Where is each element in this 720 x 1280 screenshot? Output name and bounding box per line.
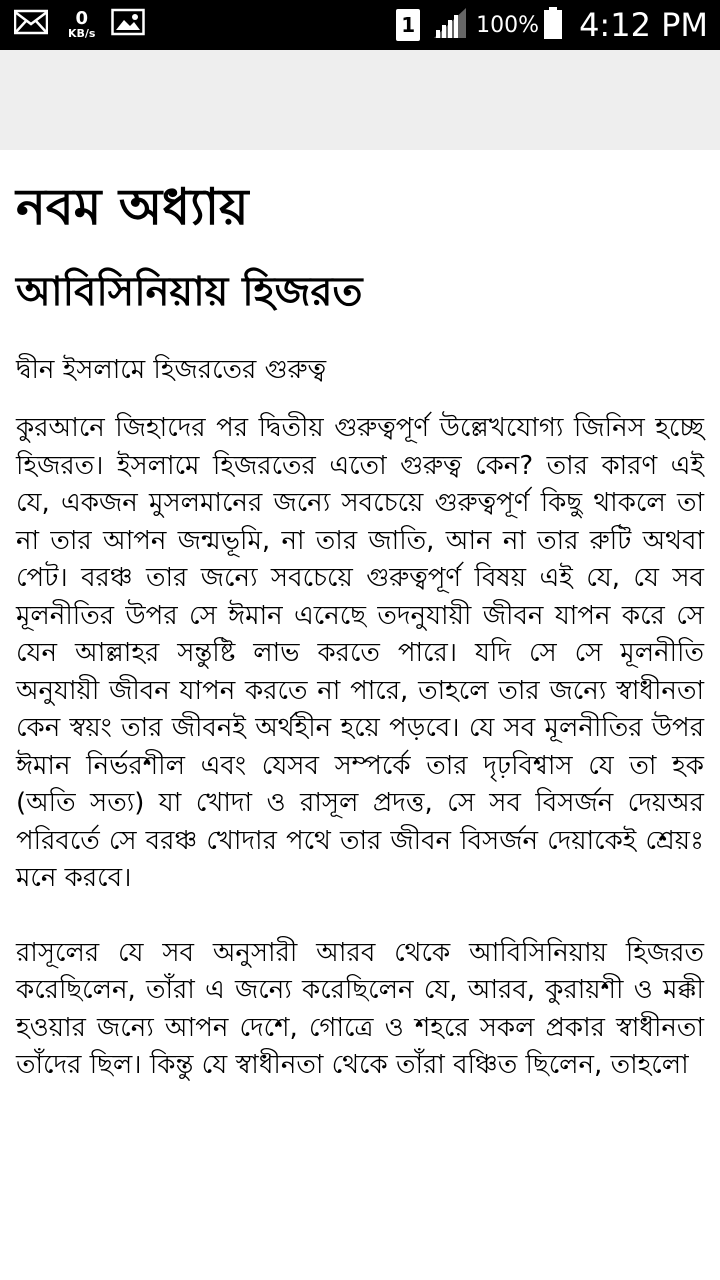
article-content[interactable]: [0, 150, 720, 1280]
network-speed-unit: KB/s: [68, 26, 96, 40]
sub-heading: দ্বীন ইসলামে হিজরতের গুরুত্ব: [16, 355, 327, 385]
action-bar: [0, 50, 720, 150]
network-speed: [68, 7, 96, 40]
network-speed-value: 0: [75, 7, 88, 29]
mail-icon: [14, 9, 48, 39]
status-bar-left: [14, 8, 145, 40]
status-bar: [0, 0, 720, 50]
clock: 4:12 PM: [579, 6, 708, 44]
battery-icon: [543, 7, 563, 43]
paragraph-2: রাসূলের যে সব অনুসারী আরব থেকে আবিসিনিয়ায় হিজরত করেছিলেন, তাঁরা এ জন্যে করেছিলেন যে, আরব, কুরায়শী ও মক্কী হওয়ার জন্যে আপন দেশে, গোত্রে ও শহরে সকল প্রকার স্বাধীনতা তাঁদের ছিল। কিন্তু যে স্বাধীনতা থেকে তাঁরা বঞ্চিত ছিলেন, তাহলো: [16, 937, 704, 1080]
section-title: আবিসিনিয়ায় হিজরত: [16, 269, 363, 315]
signal-icon: [434, 8, 468, 42]
chapter-title: নবম অধ্যায়: [16, 178, 249, 236]
sim-slot-badge: 1: [396, 9, 420, 41]
image-icon: [111, 8, 145, 40]
status-bar-right: [396, 0, 708, 50]
paragraph-1: কুরআনে জিহাদের পর দ্বিতীয় গুরুত্বপূর্ণ উল্লেখযোগ্য জিনিস হচ্ছে হিজরত। ইসলামে হিজরতের এতো গুরুত্ব কেন? তার কারণ এই যে, একজন মুসলমানের জন্যে সবচেয়ে গুরুত্বপূর্ণ কিছু থাকলে তা না তার আপন জন্মভূমি, না তার জাতি, আন না তার রুটি অথবা পেট। বরঞ্চ তার জন্যে সবচেয়ে গুরুত্বপূর্ণ বিষয় এই যে, যে সব মূলনীতির উপর সে ঈমান এনেছে তদনুযায়ী জীবন যাপন করে সে যেন আল্লাহর সন্তুষ্টি লাভ করতে পারে। যদি সে সে মূলনীতি অনুযায়ী জীবন যাপন করতে না পারে, তাহলে তার জন্যে স্বাধীনতা কেন স্বয়ং তার জীবনই অর্থহীন হয়ে পড়বে। যে সব মূলনীতির উপর ঈমান নির্ভরশীল এবং যেসব সম্পর্কে তার দৃঢ়বিশ্বাস যে তা হক (অতি সত্য) যা খোদা ও রাসূল প্রদত্ত, সে সব বিসর্জন দেয়অর পরিবর্তে সে বরঞ্চ খোদার পথে তার জীবন বিসর্জন দেয়াকেই শ্রেয়ঃ মনে করবে।: [16, 413, 704, 893]
battery-percent: 100%: [476, 12, 540, 38]
